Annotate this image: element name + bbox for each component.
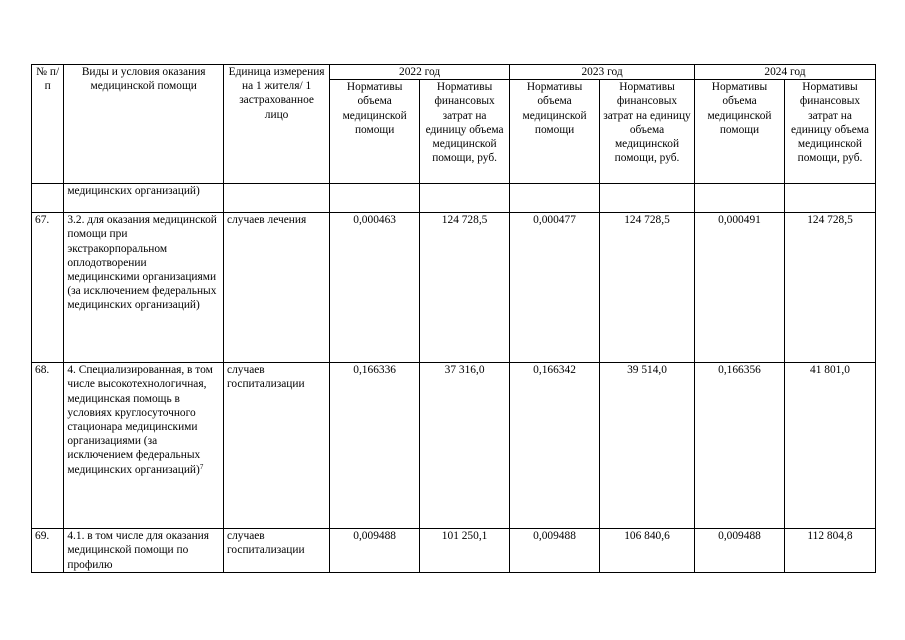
row-vol-2024: 0,009488 xyxy=(695,529,785,573)
header-kind: Виды и условия оказания медицинской помощи xyxy=(64,65,224,184)
header-vol-2022: Нормативы объема медицинской помощи xyxy=(330,80,420,184)
header-year-2023: 2023 год xyxy=(510,65,695,80)
footnote-marker: 7 xyxy=(199,462,204,471)
header-num: № п/п xyxy=(32,65,64,184)
row-num: 69. xyxy=(32,529,64,573)
row-vol-2022: 0,009488 xyxy=(330,529,420,573)
continuation-kind: медицинских организаций) xyxy=(64,184,224,213)
table-row xyxy=(32,213,876,363)
row-fin-2023: 124 728,5 xyxy=(600,213,695,363)
row-unit: случаев лечения xyxy=(224,213,330,363)
row-kind: 3.2. для оказания медицинской помощи при экстракорпоральном оплодотворении медицинскими организациями (за исключением федеральных медицинских организаций) xyxy=(64,213,224,363)
row-fin-2022: 37 316,0 xyxy=(420,363,510,529)
row-unit: случаев госпитализации xyxy=(224,363,330,529)
table-row xyxy=(32,529,876,573)
row-fin-2024: 112 804,8 xyxy=(784,529,875,573)
row-vol-2023: 0,000477 xyxy=(510,213,600,363)
header-row xyxy=(32,65,876,80)
header-fin-2022: Нормативы финансовых затрат на единицу объема медицинской помощи, руб. xyxy=(420,80,510,184)
row-vol-2022: 0,000463 xyxy=(330,213,420,363)
row-vol-2023: 0,009488 xyxy=(510,529,600,573)
continuation-row xyxy=(32,184,876,213)
row-fin-2022: 101 250,1 xyxy=(420,529,510,573)
row-num: 67. xyxy=(32,213,64,363)
row-num: 68. xyxy=(32,363,64,529)
header-year-2022: 2022 год xyxy=(330,65,510,80)
table-row xyxy=(32,363,876,529)
header-unit: Единица измерения на 1 жителя/ 1 застрахованное лицо xyxy=(224,65,330,184)
row-vol-2022: 0,166336 xyxy=(330,363,420,529)
header-vol-2023: Нормативы объема медицинской помощи xyxy=(510,80,600,184)
row-vol-2024: 0,000491 xyxy=(695,213,785,363)
row-kind: 4. Специализированная, в том числе высокотехнологичная, медицинская помощь в условиях круглосуточного стационара медицинскими организациями (за исключением федеральных медицинских организаций)$^7$ xyxy=(64,363,224,529)
row-fin-2023: 106 840,6 xyxy=(600,529,695,573)
row-fin-2024: 124 728,5 xyxy=(784,213,875,363)
header-vol-2024: Нормативы объема медицинской помощи xyxy=(695,80,785,184)
header-year-2024: 2024 год xyxy=(695,65,876,80)
row-vol-2023: 0,166342 xyxy=(510,363,600,529)
row-fin-2023: 39 514,0 xyxy=(600,363,695,529)
row-unit: случаев госпитализации xyxy=(224,529,330,573)
header-fin-2024: Нормативы финансовых затрат на единицу объема медицинской помощи, руб. xyxy=(784,80,875,184)
normatives-table xyxy=(31,64,876,573)
row-vol-2024: 0,166356 xyxy=(695,363,785,529)
header-fin-2023: Нормативы финансовых затрат на единицу объема медицинской помощи, руб. xyxy=(600,80,695,184)
row-kind: 4.1. в том числе для оказания медицинской помощи по профилю xyxy=(64,529,224,573)
row-fin-2024: 41 801,0 xyxy=(784,363,875,529)
row-fin-2022: 124 728,5 xyxy=(420,213,510,363)
